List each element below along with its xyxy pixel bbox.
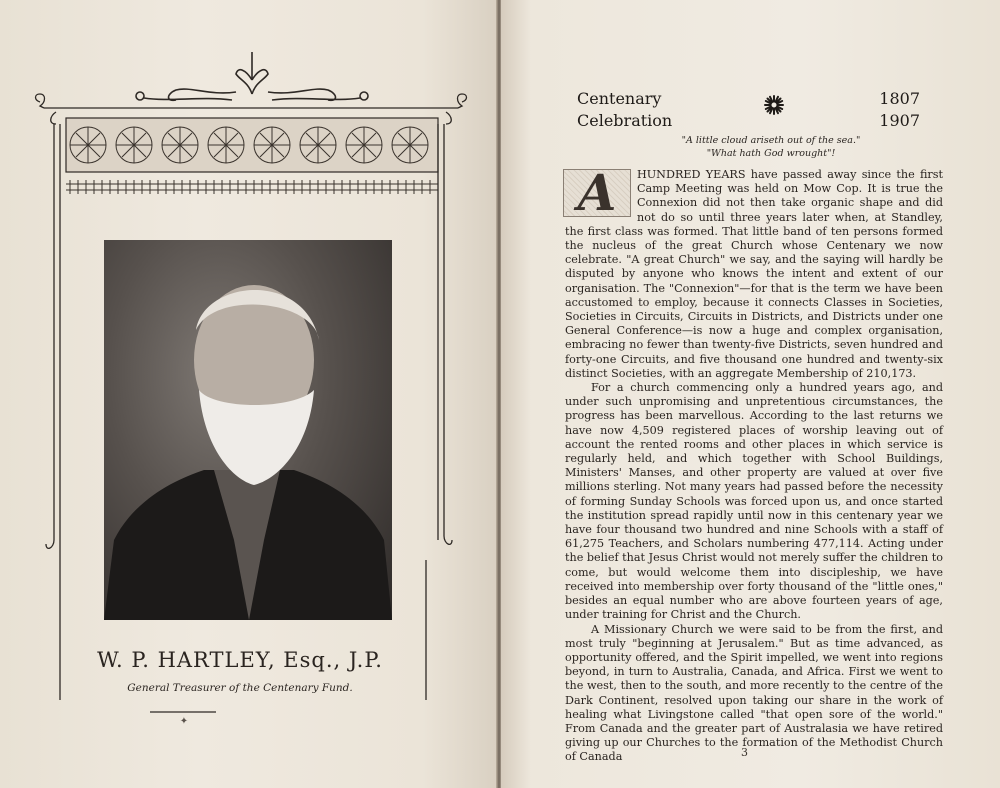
- article-body: [565, 163, 943, 765]
- portrait-name: W. P. HARTLEY, Esq., J.P.: [97, 648, 383, 672]
- drop-cap: A: [563, 169, 631, 217]
- paragraph: [565, 163, 943, 381]
- header-left-line2: Celebration: [577, 111, 673, 130]
- pattern-tile: [116, 127, 152, 163]
- running-header-years: [879, 88, 920, 132]
- portrait-photo: [104, 240, 392, 620]
- paragraph-text: HUNDRED YEARS have passed away since the first Camp Meeting was held on Mow Cop. It is true the Connexion did not then take organic shape and did not do so until three years later when, at Standley, the first class was formed. That little band of ten persons formed the nucleus of the great Church whose Centenary we now celebrate. "A great Church" we say, and the saying will hardly be disputed by anyone who knows the intent and extent of our organisation. The "Connexion"—for that is the term we have been accustomed to employ, because it connects Classes in Societies, Societies in Circuits, Circuits in Districts, and Districts under one General Conference—is now a huge and complex organisation, embracing no fewer than twenty-five Districts, seven hundred and forty-one Circuits, and five thousand one hundred and twenty-six distinct Societies, with an aggregate Membership of 210,173.: [565, 168, 943, 380]
- header-right-line2: 1907: [879, 111, 920, 130]
- crest-ornament: [136, 52, 368, 100]
- pattern-tile: [70, 127, 106, 163]
- paragraph: A Missionary Church we were said to be from the first, and most truly "beginning at Jerusalem." But as time advanced, as opportunity offered, and the Spirit impelled, we went into regions beyond, in turn to Australia, Canada, and Africa. First we went to the west, then to the south, and more recently to the centre of the Dark Continent, resolved upon taking our share in the work of healing what Livingstone called "that open sore of the world." From Canada and the greater part of Australasia we have retired giving up our Churches to the formation of the Methodist Church of Canada: [565, 622, 943, 764]
- fringe-border: [66, 180, 438, 194]
- flower-ornament-icon: [763, 94, 785, 116]
- right-page: [501, 0, 1000, 788]
- epigraph-line1: "A little cloud ariseth out of the sea.": [681, 135, 861, 146]
- page-number: 3: [741, 746, 748, 759]
- header-left-line1: Centenary: [577, 89, 662, 108]
- pattern-tile: [162, 127, 198, 163]
- paragraph: For a church commencing only a hundred years ago, and under such unpromising and unpretentious circumstances, the progress has been marvellous. According to the last returns we have now 4,509 registered places of worship leaving out of account the rented rooms and other places in which service is regularly held, and which together with School Buildings, Ministers' Manses, and other property are valued at over five millions sterling. Not many years had passed before the necessity of forming Sunday Schools was forced upon us, and once started the institution spread rapidly until now in this centenary year we have four thousand two hundred and nine Schools with a staff of 61,275 Teachers, and Scholars numbering 477,114. Acting under the belief that Jesus Christ would not merely suffer the children to come, but would welcome them into discipleship, we have received into membership over forty thousand of the "little ones," besides an equal number who are above fourteen years of age, under training for Christ and the Church.: [565, 381, 943, 622]
- header-right-line1: 1807: [879, 89, 920, 108]
- epigraph: [621, 134, 921, 160]
- pattern-tile: [300, 127, 336, 163]
- pattern-tile: [346, 127, 382, 163]
- portrait-caption: General Treasurer of the Centenary Fund.: [127, 682, 353, 694]
- epigraph-line2: "What hath God wrought"!: [706, 148, 836, 159]
- portrait-figure: [104, 240, 392, 620]
- running-header-title: [577, 88, 672, 132]
- monogram-icon: ✦: [179, 716, 189, 727]
- pattern-tile: [392, 127, 428, 163]
- pattern-tile: [254, 127, 290, 163]
- left-page: [0, 0, 497, 788]
- pattern-tile: [208, 127, 244, 163]
